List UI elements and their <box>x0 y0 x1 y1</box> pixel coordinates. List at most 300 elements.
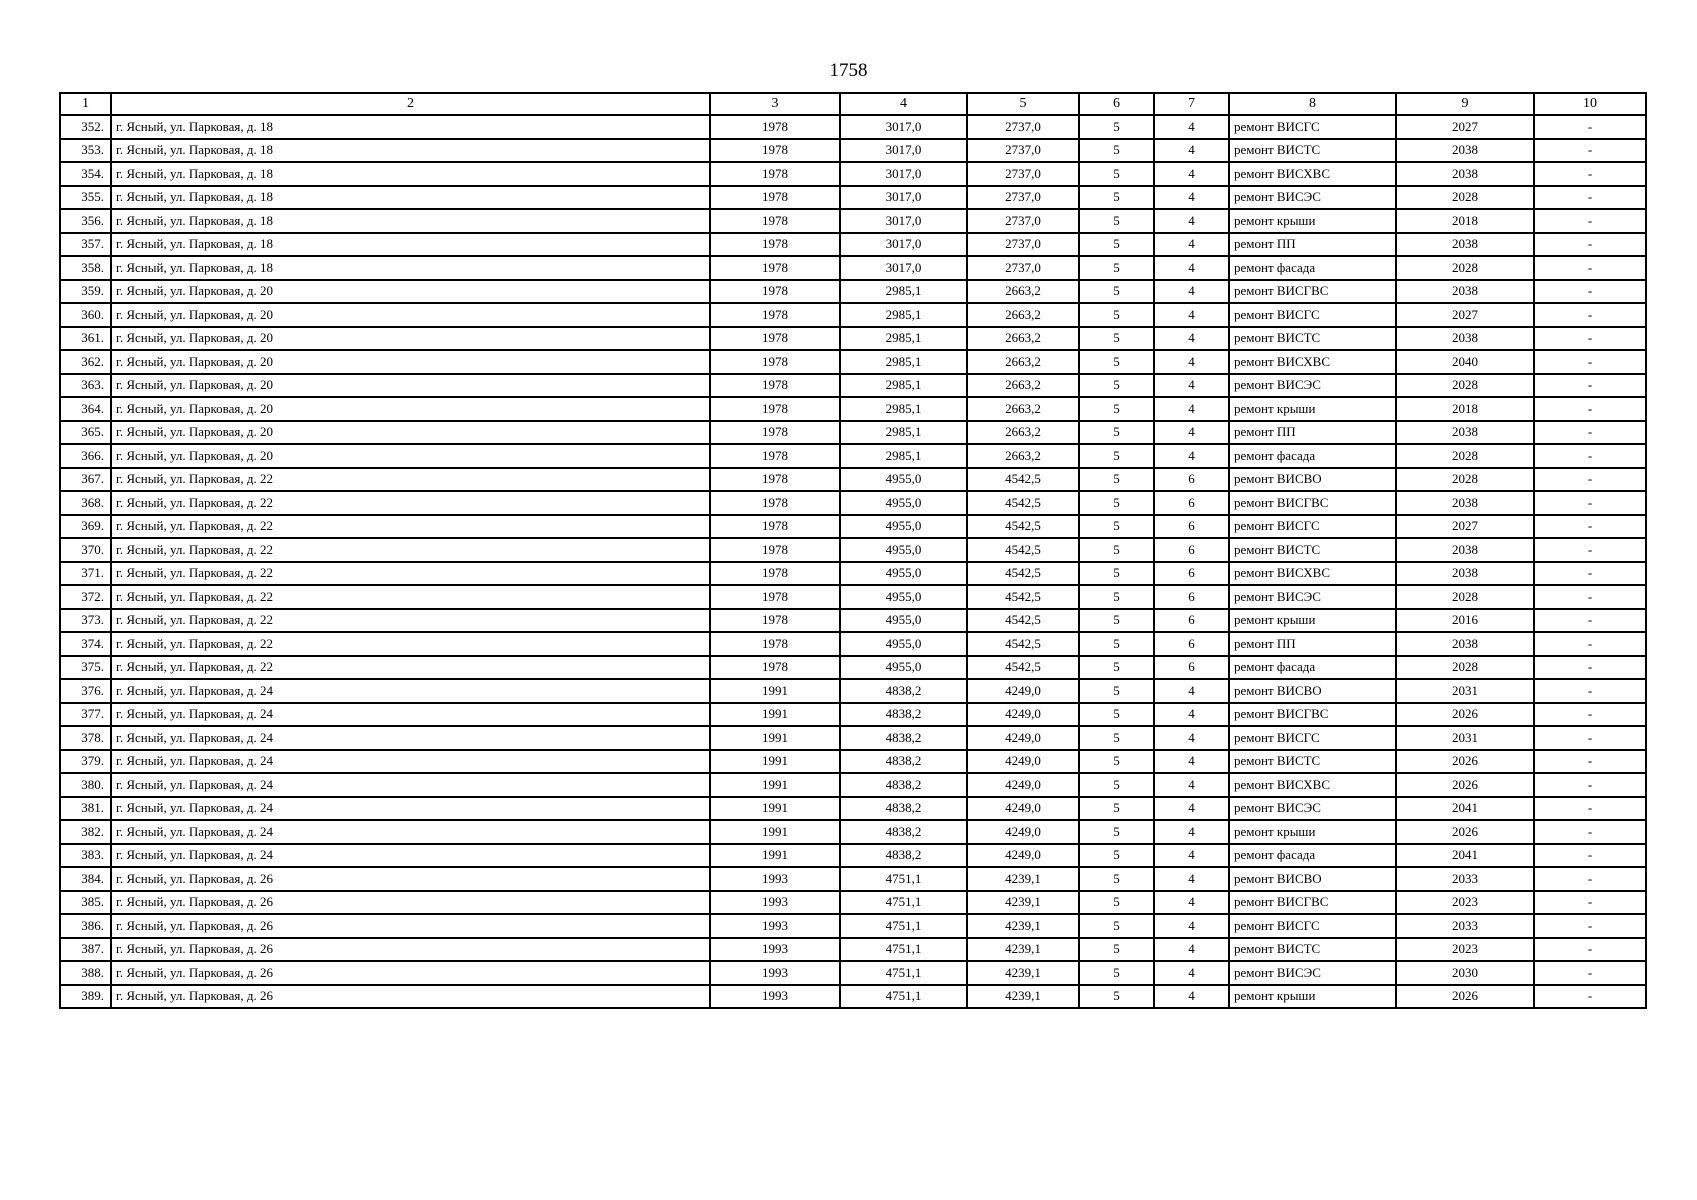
living-area-cell: 4249,0 <box>967 726 1079 750</box>
living-area-cell: 2737,0 <box>967 233 1079 257</box>
note-cell: - <box>1534 773 1646 797</box>
floors-cell: 5 <box>1079 162 1154 186</box>
note-cell: - <box>1534 961 1646 985</box>
address-cell: г. Ясный, ул. Парковая, д. 20 <box>111 327 710 351</box>
living-area-cell: 2737,0 <box>967 162 1079 186</box>
floors-cell: 5 <box>1079 820 1154 844</box>
floors-cell: 5 <box>1079 186 1154 210</box>
year-cell: 1978 <box>710 421 840 445</box>
entrances-cell: 4 <box>1154 374 1229 398</box>
address-cell: г. Ясный, ул. Парковая, д. 26 <box>111 891 710 915</box>
header-col-7: 7 <box>1154 93 1229 115</box>
total-area-cell: 4955,0 <box>840 656 967 680</box>
planned-year-cell: 2041 <box>1396 797 1534 821</box>
living-area-cell: 4249,0 <box>967 844 1079 868</box>
work-type-cell: ремонт ВИСХВС <box>1229 773 1396 797</box>
note-cell: - <box>1534 515 1646 539</box>
address-cell: г. Ясный, ул. Парковая, д. 26 <box>111 867 710 891</box>
entrances-cell: 4 <box>1154 938 1229 962</box>
living-area-cell: 4249,0 <box>967 750 1079 774</box>
year-cell: 1991 <box>710 797 840 821</box>
total-area-cell: 4838,2 <box>840 679 967 703</box>
row-number-cell: 385. <box>60 891 111 915</box>
entrances-cell: 4 <box>1154 679 1229 703</box>
entrances-cell: 4 <box>1154 209 1229 233</box>
note-cell: - <box>1534 867 1646 891</box>
table-row <box>60 280 1646 304</box>
entrances-cell: 6 <box>1154 538 1229 562</box>
work-type-cell: ремонт крыши <box>1229 820 1396 844</box>
table-row <box>60 656 1646 680</box>
table-row <box>60 562 1646 586</box>
note-cell: - <box>1534 139 1646 163</box>
note-cell: - <box>1534 162 1646 186</box>
note-cell: - <box>1534 820 1646 844</box>
note-cell: - <box>1534 891 1646 915</box>
header-col-1: 1 <box>60 93 111 115</box>
note-cell: - <box>1534 679 1646 703</box>
work-type-cell: ремонт ВИСТС <box>1229 327 1396 351</box>
row-number-cell: 381. <box>60 797 111 821</box>
total-area-cell: 4838,2 <box>840 844 967 868</box>
row-number-cell: 371. <box>60 562 111 586</box>
planned-year-cell: 2028 <box>1396 256 1534 280</box>
row-number-cell: 378. <box>60 726 111 750</box>
living-area-cell: 4542,5 <box>967 468 1079 492</box>
work-type-cell: ремонт ВИСЭС <box>1229 961 1396 985</box>
work-type-cell: ремонт ВИСГВС <box>1229 280 1396 304</box>
address-cell: г. Ясный, ул. Парковая, д. 22 <box>111 632 710 656</box>
entrances-cell: 4 <box>1154 750 1229 774</box>
year-cell: 1978 <box>710 444 840 468</box>
row-number-cell: 388. <box>60 961 111 985</box>
total-area-cell: 4955,0 <box>840 632 967 656</box>
living-area-cell: 4542,5 <box>967 515 1079 539</box>
floors-cell: 5 <box>1079 844 1154 868</box>
planned-year-cell: 2028 <box>1396 444 1534 468</box>
address-cell: г. Ясный, ул. Парковая, д. 24 <box>111 750 710 774</box>
work-type-cell: ремонт ВИСГС <box>1229 914 1396 938</box>
address-cell: г. Ясный, ул. Парковая, д. 26 <box>111 914 710 938</box>
floors-cell: 5 <box>1079 421 1154 445</box>
table-row <box>60 139 1646 163</box>
entrances-cell: 6 <box>1154 632 1229 656</box>
total-area-cell: 4838,2 <box>840 703 967 727</box>
floors-cell: 5 <box>1079 115 1154 139</box>
total-area-cell: 4955,0 <box>840 538 967 562</box>
header-col-10: 10 <box>1534 93 1646 115</box>
work-type-cell: ремонт ВИСГС <box>1229 515 1396 539</box>
table-row <box>60 538 1646 562</box>
planned-year-cell: 2041 <box>1396 844 1534 868</box>
living-area-cell: 4249,0 <box>967 797 1079 821</box>
floors-cell: 5 <box>1079 609 1154 633</box>
row-number-cell: 389. <box>60 985 111 1009</box>
table-row <box>60 726 1646 750</box>
row-number-cell: 365. <box>60 421 111 445</box>
year-cell: 1978 <box>710 538 840 562</box>
address-cell: г. Ясный, ул. Парковая, д. 24 <box>111 820 710 844</box>
note-cell: - <box>1534 468 1646 492</box>
total-area-cell: 2985,1 <box>840 327 967 351</box>
total-area-cell: 3017,0 <box>840 186 967 210</box>
total-area-cell: 4955,0 <box>840 609 967 633</box>
work-type-cell: ремонт ВИСХВС <box>1229 562 1396 586</box>
address-cell: г. Ясный, ул. Парковая, д. 24 <box>111 726 710 750</box>
floors-cell: 5 <box>1079 444 1154 468</box>
total-area-cell: 3017,0 <box>840 209 967 233</box>
row-number-cell: 376. <box>60 679 111 703</box>
floors-cell: 5 <box>1079 679 1154 703</box>
note-cell: - <box>1534 656 1646 680</box>
table-row <box>60 491 1646 515</box>
floors-cell: 5 <box>1079 374 1154 398</box>
total-area-cell: 4838,2 <box>840 773 967 797</box>
row-number-cell: 384. <box>60 867 111 891</box>
planned-year-cell: 2038 <box>1396 280 1534 304</box>
year-cell: 1993 <box>710 985 840 1009</box>
year-cell: 1978 <box>710 397 840 421</box>
address-cell: г. Ясный, ул. Парковая, д. 20 <box>111 374 710 398</box>
work-type-cell: ремонт ВИСЭС <box>1229 585 1396 609</box>
floors-cell: 5 <box>1079 256 1154 280</box>
note-cell: - <box>1534 797 1646 821</box>
row-number-cell: 357. <box>60 233 111 257</box>
planned-year-cell: 2018 <box>1396 209 1534 233</box>
planned-year-cell: 2038 <box>1396 491 1534 515</box>
year-cell: 1978 <box>710 468 840 492</box>
row-number-cell: 364. <box>60 397 111 421</box>
header-col-2: 2 <box>111 93 710 115</box>
table-row <box>60 773 1646 797</box>
work-type-cell: ремонт ВИСГВС <box>1229 703 1396 727</box>
header-col-6: 6 <box>1079 93 1154 115</box>
row-number-cell: 382. <box>60 820 111 844</box>
row-number-cell: 372. <box>60 585 111 609</box>
floors-cell: 5 <box>1079 397 1154 421</box>
total-area-cell: 4751,1 <box>840 914 967 938</box>
floors-cell: 5 <box>1079 985 1154 1009</box>
table-header <box>60 93 1646 115</box>
year-cell: 1978 <box>710 327 840 351</box>
year-cell: 1978 <box>710 515 840 539</box>
total-area-cell: 2985,1 <box>840 421 967 445</box>
table-row <box>60 162 1646 186</box>
address-cell: г. Ясный, ул. Парковая, д. 22 <box>111 491 710 515</box>
table-row <box>60 985 1646 1009</box>
table-row <box>60 703 1646 727</box>
header-col-5: 5 <box>967 93 1079 115</box>
planned-year-cell: 2028 <box>1396 468 1534 492</box>
row-number-cell: 366. <box>60 444 111 468</box>
year-cell: 1978 <box>710 374 840 398</box>
work-type-cell: ремонт ВИСВО <box>1229 679 1396 703</box>
year-cell: 1993 <box>710 938 840 962</box>
planned-year-cell: 2028 <box>1396 656 1534 680</box>
year-cell: 1993 <box>710 914 840 938</box>
floors-cell: 5 <box>1079 139 1154 163</box>
total-area-cell: 2985,1 <box>840 444 967 468</box>
year-cell: 1991 <box>710 726 840 750</box>
work-type-cell: ремонт ВИСТС <box>1229 139 1396 163</box>
floors-cell: 5 <box>1079 280 1154 304</box>
planned-year-cell: 2038 <box>1396 421 1534 445</box>
row-number-cell: 352. <box>60 115 111 139</box>
row-number-cell: 386. <box>60 914 111 938</box>
planned-year-cell: 2040 <box>1396 350 1534 374</box>
address-cell: г. Ясный, ул. Парковая, д. 24 <box>111 844 710 868</box>
entrances-cell: 4 <box>1154 844 1229 868</box>
year-cell: 1978 <box>710 256 840 280</box>
work-type-cell: ремонт ПП <box>1229 421 1396 445</box>
address-cell: г. Ясный, ул. Парковая, д. 22 <box>111 468 710 492</box>
floors-cell: 5 <box>1079 656 1154 680</box>
note-cell: - <box>1534 303 1646 327</box>
address-cell: г. Ясный, ул. Парковая, д. 22 <box>111 515 710 539</box>
living-area-cell: 4542,5 <box>967 585 1079 609</box>
table-row <box>60 350 1646 374</box>
address-cell: г. Ясный, ул. Парковая, д. 18 <box>111 256 710 280</box>
living-area-cell: 4542,5 <box>967 538 1079 562</box>
total-area-cell: 3017,0 <box>840 139 967 163</box>
register-table <box>59 92 1647 1009</box>
row-number-cell: 354. <box>60 162 111 186</box>
table-row <box>60 914 1646 938</box>
total-area-cell: 4751,1 <box>840 867 967 891</box>
address-cell: г. Ясный, ул. Парковая, д. 20 <box>111 350 710 374</box>
address-cell: г. Ясный, ул. Парковая, д. 20 <box>111 280 710 304</box>
planned-year-cell: 2038 <box>1396 538 1534 562</box>
row-number-cell: 363. <box>60 374 111 398</box>
entrances-cell: 4 <box>1154 867 1229 891</box>
year-cell: 1978 <box>710 585 840 609</box>
floors-cell: 5 <box>1079 468 1154 492</box>
entrances-cell: 6 <box>1154 515 1229 539</box>
living-area-cell: 4542,5 <box>967 656 1079 680</box>
table-row <box>60 233 1646 257</box>
address-cell: г. Ясный, ул. Парковая, д. 22 <box>111 585 710 609</box>
note-cell: - <box>1534 397 1646 421</box>
living-area-cell: 4239,1 <box>967 985 1079 1009</box>
entrances-cell: 4 <box>1154 186 1229 210</box>
work-type-cell: ремонт ВИСГС <box>1229 726 1396 750</box>
planned-year-cell: 2030 <box>1396 961 1534 985</box>
year-cell: 1991 <box>710 773 840 797</box>
planned-year-cell: 2016 <box>1396 609 1534 633</box>
total-area-cell: 3017,0 <box>840 115 967 139</box>
year-cell: 1991 <box>710 703 840 727</box>
table-row <box>60 679 1646 703</box>
header-col-4: 4 <box>840 93 967 115</box>
year-cell: 1991 <box>710 844 840 868</box>
year-cell: 1978 <box>710 303 840 327</box>
entrances-cell: 4 <box>1154 961 1229 985</box>
note-cell: - <box>1534 844 1646 868</box>
total-area-cell: 4838,2 <box>840 726 967 750</box>
row-number-cell: 359. <box>60 280 111 304</box>
row-number-cell: 356. <box>60 209 111 233</box>
floors-cell: 5 <box>1079 585 1154 609</box>
year-cell: 1978 <box>710 115 840 139</box>
planned-year-cell: 2018 <box>1396 397 1534 421</box>
work-type-cell: ремонт ВИСТС <box>1229 750 1396 774</box>
row-number-cell: 367. <box>60 468 111 492</box>
note-cell: - <box>1534 256 1646 280</box>
planned-year-cell: 2031 <box>1396 679 1534 703</box>
living-area-cell: 2737,0 <box>967 186 1079 210</box>
table-row <box>60 186 1646 210</box>
note-cell: - <box>1534 421 1646 445</box>
total-area-cell: 4838,2 <box>840 820 967 844</box>
address-cell: г. Ясный, ул. Парковая, д. 20 <box>111 303 710 327</box>
planned-year-cell: 2027 <box>1396 115 1534 139</box>
address-cell: г. Ясный, ул. Парковая, д. 22 <box>111 538 710 562</box>
floors-cell: 5 <box>1079 726 1154 750</box>
note-cell: - <box>1534 538 1646 562</box>
work-type-cell: ремонт крыши <box>1229 609 1396 633</box>
row-number-cell: 369. <box>60 515 111 539</box>
year-cell: 1978 <box>710 209 840 233</box>
living-area-cell: 2663,2 <box>967 444 1079 468</box>
address-cell: г. Ясный, ул. Парковая, д. 22 <box>111 562 710 586</box>
entrances-cell: 6 <box>1154 585 1229 609</box>
year-cell: 1991 <box>710 679 840 703</box>
address-cell: г. Ясный, ул. Парковая, д. 20 <box>111 421 710 445</box>
planned-year-cell: 2023 <box>1396 938 1534 962</box>
total-area-cell: 3017,0 <box>840 256 967 280</box>
total-area-cell: 3017,0 <box>840 233 967 257</box>
floors-cell: 5 <box>1079 938 1154 962</box>
entrances-cell: 4 <box>1154 397 1229 421</box>
entrances-cell: 6 <box>1154 562 1229 586</box>
year-cell: 1978 <box>710 491 840 515</box>
note-cell: - <box>1534 914 1646 938</box>
note-cell: - <box>1534 350 1646 374</box>
table-row <box>60 209 1646 233</box>
living-area-cell: 2737,0 <box>967 139 1079 163</box>
work-type-cell: ремонт ВИСЭС <box>1229 374 1396 398</box>
address-cell: г. Ясный, ул. Парковая, д. 18 <box>111 139 710 163</box>
total-area-cell: 4751,1 <box>840 891 967 915</box>
address-cell: г. Ясный, ул. Парковая, д. 22 <box>111 656 710 680</box>
planned-year-cell: 2026 <box>1396 985 1534 1009</box>
note-cell: - <box>1534 444 1646 468</box>
year-cell: 1993 <box>710 891 840 915</box>
row-number-cell: 373. <box>60 609 111 633</box>
work-type-cell: ремонт ПП <box>1229 233 1396 257</box>
entrances-cell: 4 <box>1154 914 1229 938</box>
row-number-cell: 370. <box>60 538 111 562</box>
total-area-cell: 4955,0 <box>840 468 967 492</box>
header-col-3: 3 <box>710 93 840 115</box>
floors-cell: 5 <box>1079 891 1154 915</box>
planned-year-cell: 2038 <box>1396 632 1534 656</box>
entrances-cell: 4 <box>1154 703 1229 727</box>
total-area-cell: 4955,0 <box>840 515 967 539</box>
living-area-cell: 4249,0 <box>967 679 1079 703</box>
work-type-cell: ремонт ВИСВО <box>1229 468 1396 492</box>
work-type-cell: ремонт ВИСЭС <box>1229 186 1396 210</box>
row-number-cell: 375. <box>60 656 111 680</box>
row-number-cell: 383. <box>60 844 111 868</box>
work-type-cell: ремонт ПП <box>1229 632 1396 656</box>
address-cell: г. Ясный, ул. Парковая, д. 18 <box>111 162 710 186</box>
entrances-cell: 4 <box>1154 985 1229 1009</box>
floors-cell: 5 <box>1079 961 1154 985</box>
total-area-cell: 4838,2 <box>840 797 967 821</box>
entrances-cell: 6 <box>1154 491 1229 515</box>
floors-cell: 5 <box>1079 914 1154 938</box>
entrances-cell: 4 <box>1154 797 1229 821</box>
note-cell: - <box>1534 726 1646 750</box>
year-cell: 1978 <box>710 186 840 210</box>
table-row <box>60 585 1646 609</box>
work-type-cell: ремонт ВИСХВС <box>1229 162 1396 186</box>
header-row <box>60 93 1646 115</box>
total-area-cell: 4751,1 <box>840 938 967 962</box>
planned-year-cell: 2038 <box>1396 327 1534 351</box>
planned-year-cell: 2023 <box>1396 891 1534 915</box>
living-area-cell: 4249,0 <box>967 820 1079 844</box>
total-area-cell: 4838,2 <box>840 750 967 774</box>
floors-cell: 5 <box>1079 562 1154 586</box>
row-number-cell: 361. <box>60 327 111 351</box>
planned-year-cell: 2027 <box>1396 515 1534 539</box>
row-number-cell: 353. <box>60 139 111 163</box>
note-cell: - <box>1534 632 1646 656</box>
row-number-cell: 362. <box>60 350 111 374</box>
entrances-cell: 4 <box>1154 162 1229 186</box>
year-cell: 1993 <box>710 867 840 891</box>
living-area-cell: 4542,5 <box>967 632 1079 656</box>
table-row <box>60 397 1646 421</box>
page-number: 1758 <box>829 60 868 81</box>
living-area-cell: 4239,1 <box>967 914 1079 938</box>
table-row <box>60 468 1646 492</box>
total-area-cell: 2985,1 <box>840 374 967 398</box>
work-type-cell: ремонт ВИСТС <box>1229 938 1396 962</box>
total-area-cell: 4751,1 <box>840 985 967 1009</box>
table-row <box>60 797 1646 821</box>
planned-year-cell: 2027 <box>1396 303 1534 327</box>
planned-year-cell: 2028 <box>1396 186 1534 210</box>
planned-year-cell: 2038 <box>1396 562 1534 586</box>
row-number-cell: 355. <box>60 186 111 210</box>
entrances-cell: 4 <box>1154 256 1229 280</box>
row-number-cell: 379. <box>60 750 111 774</box>
row-number-cell: 358. <box>60 256 111 280</box>
planned-year-cell: 2031 <box>1396 726 1534 750</box>
year-cell: 1978 <box>710 233 840 257</box>
header-col-9: 9 <box>1396 93 1534 115</box>
address-cell: г. Ясный, ул. Парковая, д. 18 <box>111 186 710 210</box>
note-cell: - <box>1534 985 1646 1009</box>
header-col-8: 8 <box>1229 93 1396 115</box>
planned-year-cell: 2033 <box>1396 867 1534 891</box>
address-cell: г. Ясный, ул. Парковая, д. 18 <box>111 115 710 139</box>
entrances-cell: 6 <box>1154 609 1229 633</box>
note-cell: - <box>1534 186 1646 210</box>
work-type-cell: ремонт ВИСГВС <box>1229 491 1396 515</box>
work-type-cell: ремонт ВИСГС <box>1229 303 1396 327</box>
work-type-cell: ремонт ВИСВО <box>1229 867 1396 891</box>
living-area-cell: 4542,5 <box>967 609 1079 633</box>
entrances-cell: 4 <box>1154 139 1229 163</box>
living-area-cell: 2663,2 <box>967 374 1079 398</box>
living-area-cell: 2737,0 <box>967 256 1079 280</box>
living-area-cell: 2663,2 <box>967 280 1079 304</box>
note-cell: - <box>1534 233 1646 257</box>
